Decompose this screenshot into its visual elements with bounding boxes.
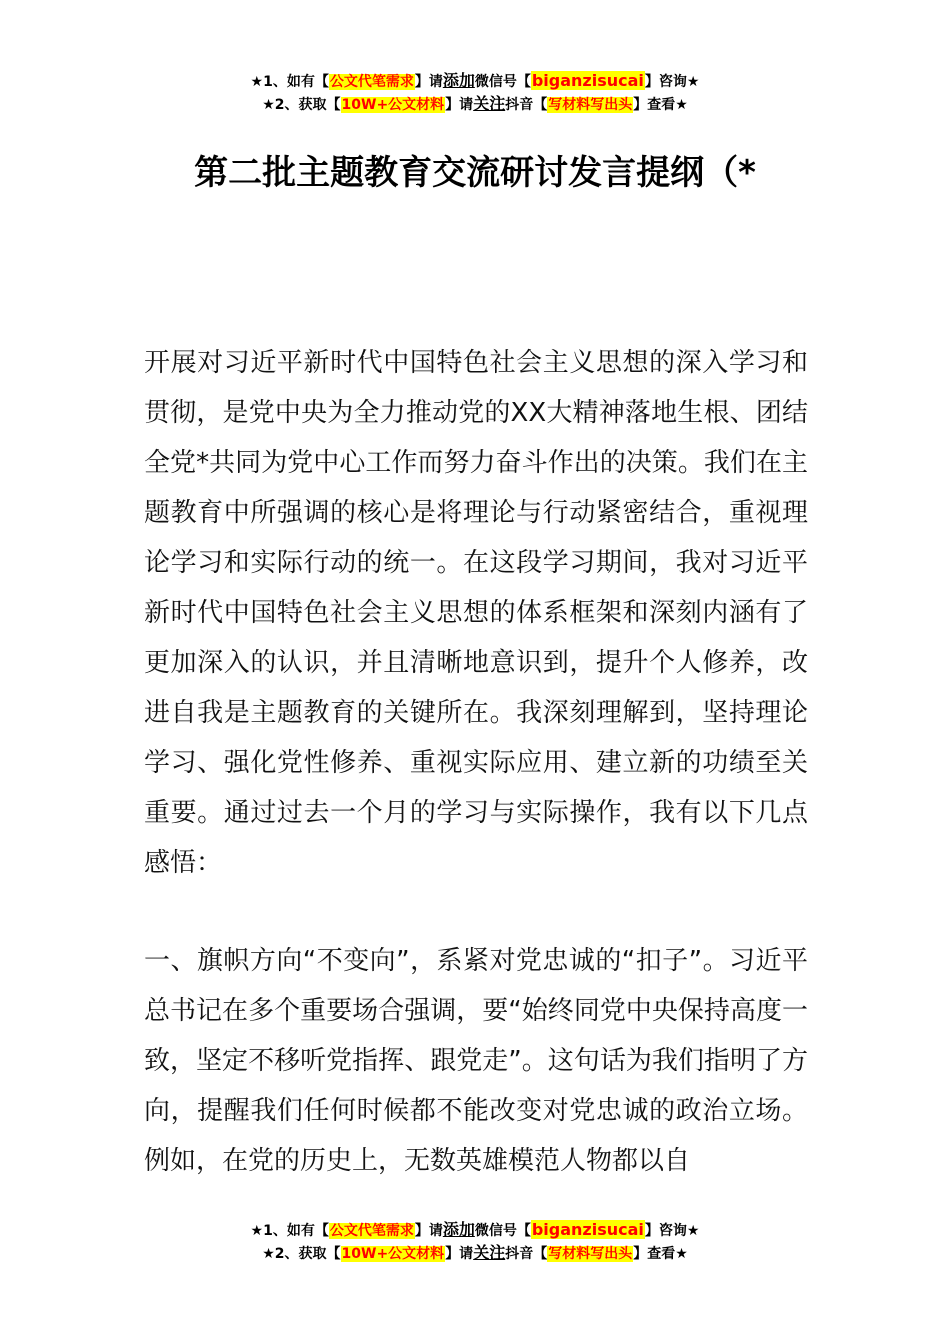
promo-wechat-id: biganzisucai (531, 71, 644, 90)
promo-highlight: 10W+公文材料 (341, 1246, 445, 1262)
promo-underlined: 关注 (473, 94, 506, 113)
promo-text: 】咨询★ (644, 1223, 700, 1239)
promo-highlight: 公文代笔需求 (329, 1223, 414, 1239)
promo-douyin-id: 写材料写出头 (548, 97, 633, 113)
promo-text: ★1、如有【 (250, 1223, 329, 1239)
promo-wechat-id: biganzisucai (531, 1220, 644, 1239)
footer-promo-banner (0, 1218, 950, 1264)
promo-text: 抖音【 (505, 1246, 548, 1262)
promo-text: 】咨询★ (644, 74, 700, 90)
promo-text: 】查看★ (633, 97, 688, 113)
promo-text: 】请 (445, 97, 474, 113)
document-title: 第二批主题教育交流研讨发言提纲（* (194, 153, 756, 193)
promo-text: ★1、如有【 (250, 74, 329, 90)
promo-text: 】请 (414, 74, 443, 90)
promo-text: ★2、获取【 (262, 1246, 341, 1262)
header-promo-banner (0, 69, 950, 115)
promo-text: ★2、获取【 (262, 97, 341, 113)
promo-text: 微信号【 (474, 1223, 531, 1239)
promo-text: 】请 (445, 1246, 474, 1262)
promo-text: 】查看★ (633, 1246, 688, 1262)
promo-underlined: 关注 (473, 1243, 506, 1262)
promo-underlined: 添加 (442, 1220, 475, 1239)
promo-line-1 (0, 69, 950, 92)
promo-highlight: 公文代笔需求 (329, 74, 414, 90)
promo-highlight: 10W+公文材料 (341, 97, 445, 113)
promo-douyin-id: 写材料写出头 (548, 1246, 633, 1262)
promo-text: 抖音【 (505, 97, 548, 113)
promo-text: 微信号【 (474, 74, 531, 90)
promo-text: 】请 (414, 1223, 443, 1239)
body-paragraph: 开展对习近平新时代中国特色社会主义思想的深入学习和贯彻，是党中央为全力推动党的XX大精神落地生根、团结全党*共同为党中心工作而努力奋斗作出的决策。我们在主题教育中所强调的核心是将理论与行动紧密结合，重视理论学习和实际行动的统一。在这段学习期间，我对习近平新时代中国特色社会主义思想的体系框架和深刻内涵有了更加深入的认识，并且清晰地意识到，提升个人修养，改进自我是主题教育的关键所在。我深刻理解到，坚持理论学习、强化党性修养、重视实际应用、建立新的功绩至关重要。通过过去一个月的学习与实际操作，我有以下几点感悟： (144, 348, 808, 878)
promo-underlined: 添加 (442, 71, 475, 90)
promo-line-1 (0, 1218, 950, 1241)
body-paragraph: 一、旗帜方向“不变向”，系紧对党忠诚的“扣子”。习近平总书记在多个重要场合强调，要“始终同党中央保持高度一致，坚定不移听党指挥、跟党走”。这句话为我们指明了方向，提醒我们任何时候都不能改变对党忠诚的政治立场。例如，在党的历史上，无数英雄模范人物都以自 (144, 946, 808, 1176)
promo-line-2 (0, 92, 950, 115)
promo-line-2 (0, 1241, 950, 1264)
